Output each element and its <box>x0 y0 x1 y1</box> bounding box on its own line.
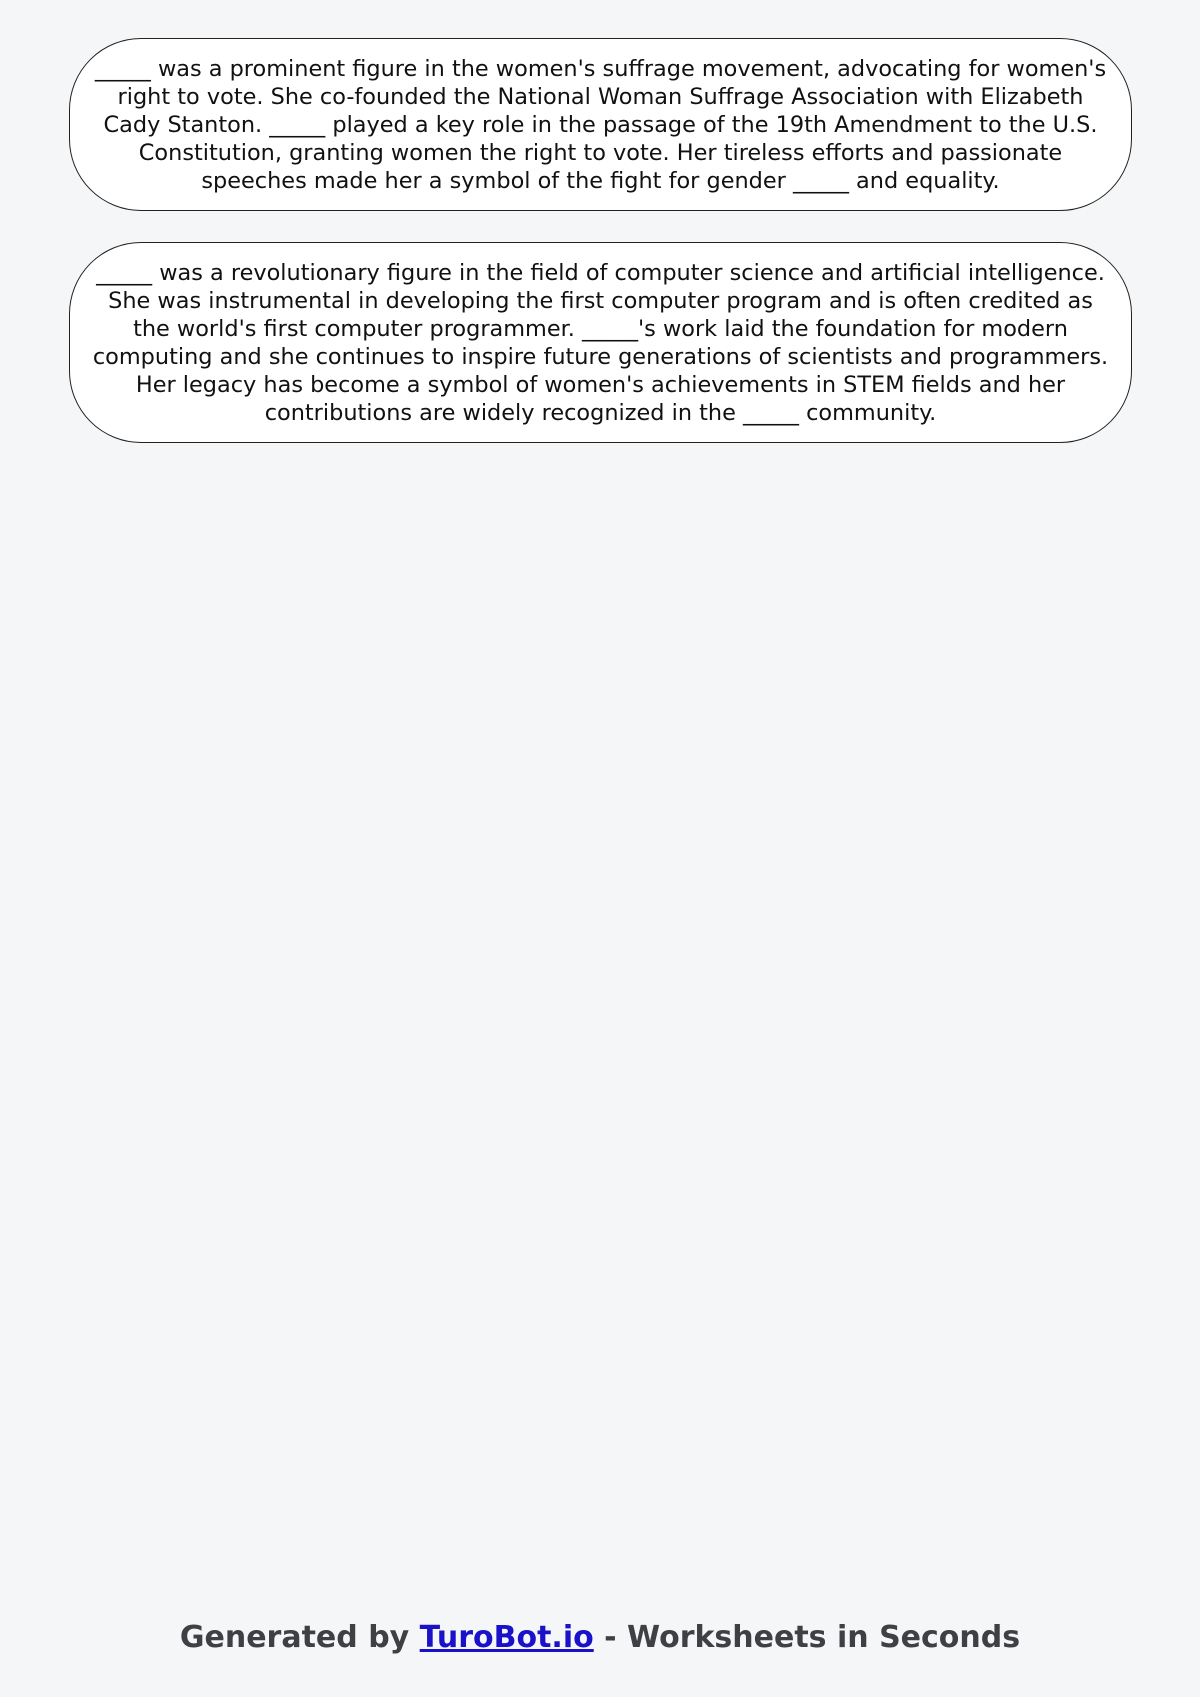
footer <box>0 1618 1200 1658</box>
footer-suffix: - Worksheets in Seconds <box>593 1620 1021 1655</box>
passage-card <box>69 38 1132 211</box>
passage-text: _____ was a prominent figure in the women's suffrage movement, advocating for women's right to vote. She co-founded the National Woman Suffrage Association with Elizabeth Cady Stanton. _____ played a key role in the passage of the 19th Amendment to the U.S. Constitution, granting women the right to vote. Her tireless efforts and passionate speeches made her a symbol of the fight for gender _____ and equality. <box>94 56 1107 194</box>
passage-text: _____ was a revolutionary figure in the field of computer science and artificial intelligence. She was instrumental in developing the first computer program and is often credited as the world's first computer programmer. _____'s work laid the foundation for modern computing and she continues to inspire future generations of scientists and programmers. Her legacy has become a symbol of women's achievements in STEM fields and her contributions are widely recognized in the _____ community. <box>92 260 1109 426</box>
footer-prefix: Generated by <box>179 1620 420 1655</box>
turobot-link[interactable]: TuroBot.io <box>419 1620 594 1655</box>
passage-list <box>69 38 1132 474</box>
passage-card <box>69 242 1132 443</box>
